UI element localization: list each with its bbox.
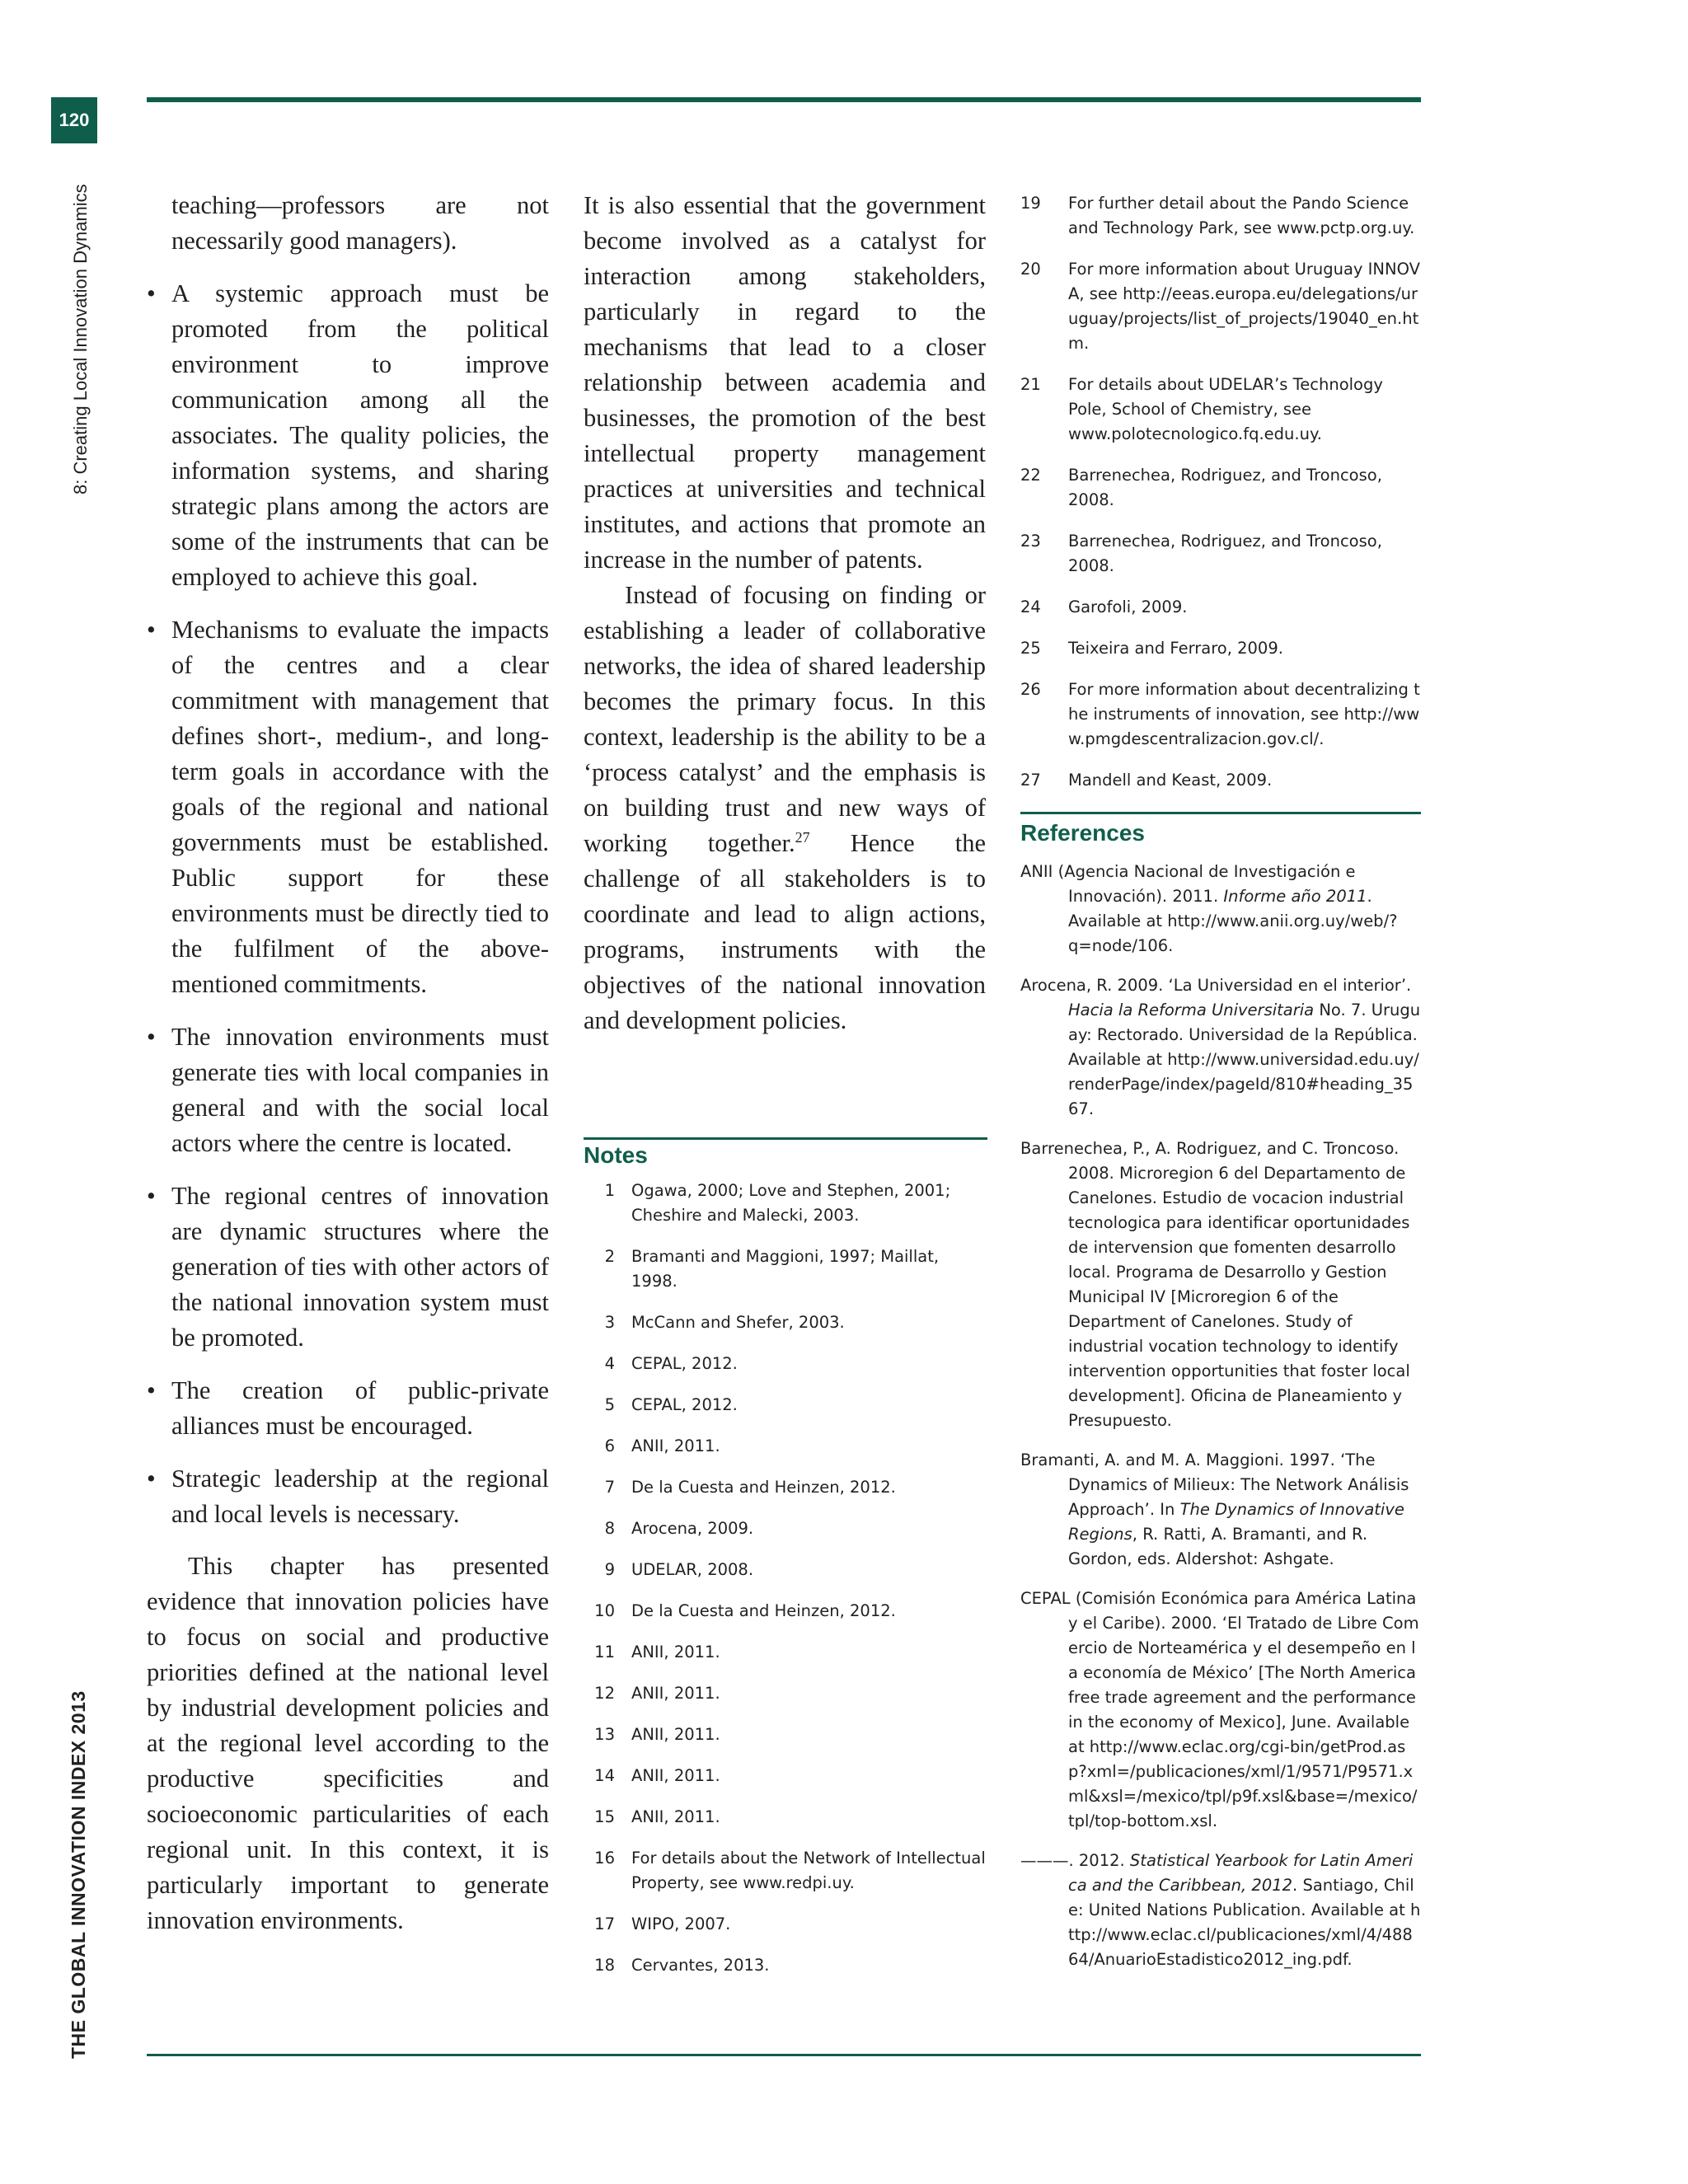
- notes-list: [584, 1179, 987, 1994]
- references-list: [1020, 860, 1421, 1987]
- note-item: 27 Mandell and Keast, 2009.: [1020, 771, 1273, 790]
- list-item: • Strategic leadership at the regional and local levels is necessary.: [147, 1465, 549, 1528]
- reference-item: Barrenechea, P., A. Rodriguez, and C. Troncoso. 2008. Microregion 6 del Departamento de Canelones. Estudio de vocacion industrial tecnologica para identificar oportunidades de intervension que fomenten desarrollo local. Programa de Desarrollo y Gestion Municipal IV [Microregion 6 of the Department of Canelones. Study of industrial vocation technology to identify intervention opportunities that foster local development]. Oficina de Planeamiento y Presupuesto.: [1020, 1139, 1410, 1430]
- note-item: 11 ANII, 2011.: [594, 1643, 720, 1661]
- reference-item: Bramanti, A. and M. A. Maggioni. 1997. ‘The Dynamics of Milieux: The Network Análisis Approach’. In The Dynamics of Innovative Regions, R. Ratti, A. Bramanti, and R. Gordon, eds. Aldershot: Ashgate.: [1020, 1451, 1409, 1568]
- reference-item: ———. 2012. Statistical Yearbook for Latin America and the Caribbean, 2012. Santiago, Chile: United Nations Publication. Available at http://www.eclac.cl/publicaciones/xml/4/48864/AnuarioEstadistico2012_ing.pdf.: [1020, 1851, 1421, 1969]
- reference-item: ANII (Agencia Nacional de Investigación e Innovación). 2011. Informe año 2011. Available at http://www.anii.org.uy/web/?q=node/106.: [1020, 862, 1398, 955]
- chapter-label: 8: Creating Local Innovation Dynamics: [70, 184, 91, 494]
- note-item: 5 CEPAL, 2012.: [604, 1395, 738, 1414]
- note-item: 10 De la Cuesta and Heinzen, 2012.: [594, 1601, 896, 1620]
- closing-paragraph: This chapter has presented evidence that innovation policies have to focus on social and productive priorities defined at the national level by industrial development policies and at the regional level according to the productive specificities and socioeconomic particularities of each regional unit. In this context, it is particularly important to generate innovation environments.: [147, 1552, 549, 1934]
- top-rule: [147, 97, 1421, 102]
- note-item: 13 ANII, 2011.: [594, 1725, 720, 1744]
- notes-rule: [584, 1137, 987, 1140]
- list-item: • A systemic approach must be promoted from the political environment to improve communication among all the associates. The quality policies, the information systems, and sharing strategic plans among the actors are some of the instruments that can be employed to achieve this goal.: [147, 279, 549, 591]
- note-item: 23 Barrenechea, Rodriguez, and Troncoso, 2008.: [1020, 532, 1382, 575]
- list-item: • The regional centres of innovation are dynamic structures where the generation of ties with other actors of the national innovation system must be promoted.: [147, 1182, 549, 1352]
- note-item: 4 CEPAL, 2012.: [604, 1354, 738, 1373]
- note-item: 18 Cervantes, 2013.: [594, 1956, 770, 1975]
- note-item: 2 Bramanti and Maggioni, 1997; Maillat, 1998.: [604, 1247, 940, 1291]
- book-title: THE GLOBAL INNOVATION INDEX 2013: [68, 1690, 89, 2059]
- paragraph: It is also essential that the government become involved as a catalyst for interaction among stakeholders, particularly in regard to the mechanisms that lead to a closer relationship between academia and businesses, the promotion of the best intellectual property management practices at universities and technical institutes, and actions that promote an increase in the number of patents.: [584, 191, 986, 574]
- reference-item: Arocena, R. 2009. ‘La Universidad en el interior’. Hacia la Reforma Universitaria No. 7. Uruguay: Rectorado. Universidad de la República. Available at http://www.universidad.edu.uy/renderPage/index/pageId/810#heading_3567.: [1020, 976, 1421, 1118]
- footnote-ref: 27: [795, 828, 810, 846]
- list-item: • The creation of public-private alliances must be encouraged.: [147, 1376, 549, 1440]
- note-item: 16 For details about the Network of Intellectual Property, see www.redpi.uy.: [594, 1849, 986, 1892]
- bottom-rule: [147, 2054, 1421, 2056]
- note-item: 12 ANII, 2011.: [594, 1684, 720, 1703]
- note-item: 19 For further detail about the Pando Science and Technology Park, see www.pctp.org.uy.: [1020, 194, 1415, 237]
- list-item: • The innovation environments must generate ties with local companies in general and with the social local actors where the centre is located.: [147, 1023, 549, 1157]
- references-heading: References: [1020, 820, 1145, 846]
- body-column-2: [584, 188, 986, 1038]
- body-column-1: [147, 188, 549, 1938]
- references-rule: [1020, 812, 1421, 814]
- page-number: 120: [51, 97, 97, 143]
- note-item: 25 Teixeira and Ferraro, 2009.: [1020, 639, 1283, 658]
- reference-item: CEPAL (Comisión Económica para América Latina y el Caribe). 2000. ‘El Tratado de Libre Comercio de Norteamérica y el desempeño en la economía de México’ [The North America free trade agreement and the performance in the economy of Mexico], June. Available at http://www.eclac.org/cgi-bin/getProd.asp?xml=/publicaciones/xml/1/9571/P9571.xml&xsl=/mexico/tpl/p9f.xsl&base=/mexico/tpl/top-bottom.xsl.: [1020, 1589, 1419, 1830]
- note-item: 26 For more information about decentralizing the instruments of innovation, see http://www.pmgdescentralizacion.gov.cl/.: [1020, 680, 1420, 748]
- note-item: 8 Arocena, 2009.: [604, 1519, 754, 1538]
- note-item: 22 Barrenechea, Rodriguez, and Troncoso, 2008.: [1020, 466, 1382, 509]
- note-item: 15 ANII, 2011.: [594, 1807, 720, 1826]
- notes-list-continued: [1020, 191, 1421, 809]
- note-item: 24 Garofoli, 2009.: [1020, 598, 1188, 616]
- note-item: 21 For details about UDELAR’s Technology Pole, School of Chemistry, see www.polotecnologico.fq.edu.uy.: [1020, 375, 1383, 443]
- note-item: 3 McCann and Shefer, 2003.: [604, 1313, 845, 1332]
- note-item: 1 Ogawa, 2000; Love and Stephen, 2001; Cheshire and Malecki, 2003.: [604, 1181, 951, 1225]
- note-item: 14 ANII, 2011.: [594, 1766, 720, 1785]
- note-item: 7 De la Cuesta and Heinzen, 2012.: [604, 1478, 896, 1497]
- note-item: 17 WIPO, 2007.: [594, 1915, 731, 1933]
- recommendation-list: [147, 276, 549, 1532]
- paragraph: Instead of focusing on finding or establishing a leader of collaborative networks, the idea of shared leadership becomes the primary focus. In this context, leadership is the ability to be a ‘process catalyst’ and the emphasis is on building trust and new ways of working together.$^{27}$ Hence the challenge of all stakeholders is to coordinate and lead to align actions, programs, instruments with the objectives of the national innovation and development policies.: [584, 581, 986, 1034]
- intro-text: teaching—professors are not necessarily good managers).: [171, 191, 549, 255]
- note-item: 9 UDELAR, 2008.: [604, 1560, 754, 1579]
- note-item: 6 ANII, 2011.: [604, 1436, 720, 1455]
- list-item: • Mechanisms to evaluate the impacts of the centres and a clear commitment with management that defines short-, medium-, and long-term goals in accordance with the goals of the regional and national governments must be established. Public support for these environments must be directly tied to the fulfilment of the above-mentioned commitments.: [147, 616, 549, 998]
- note-item: 20 For more information about Uruguay INNOVA, see http://eeas.europa.eu/delegations/uruguay/projects/list_of_projects/19040_en.htm.: [1020, 260, 1420, 353]
- notes-heading: Notes: [584, 1142, 648, 1168]
